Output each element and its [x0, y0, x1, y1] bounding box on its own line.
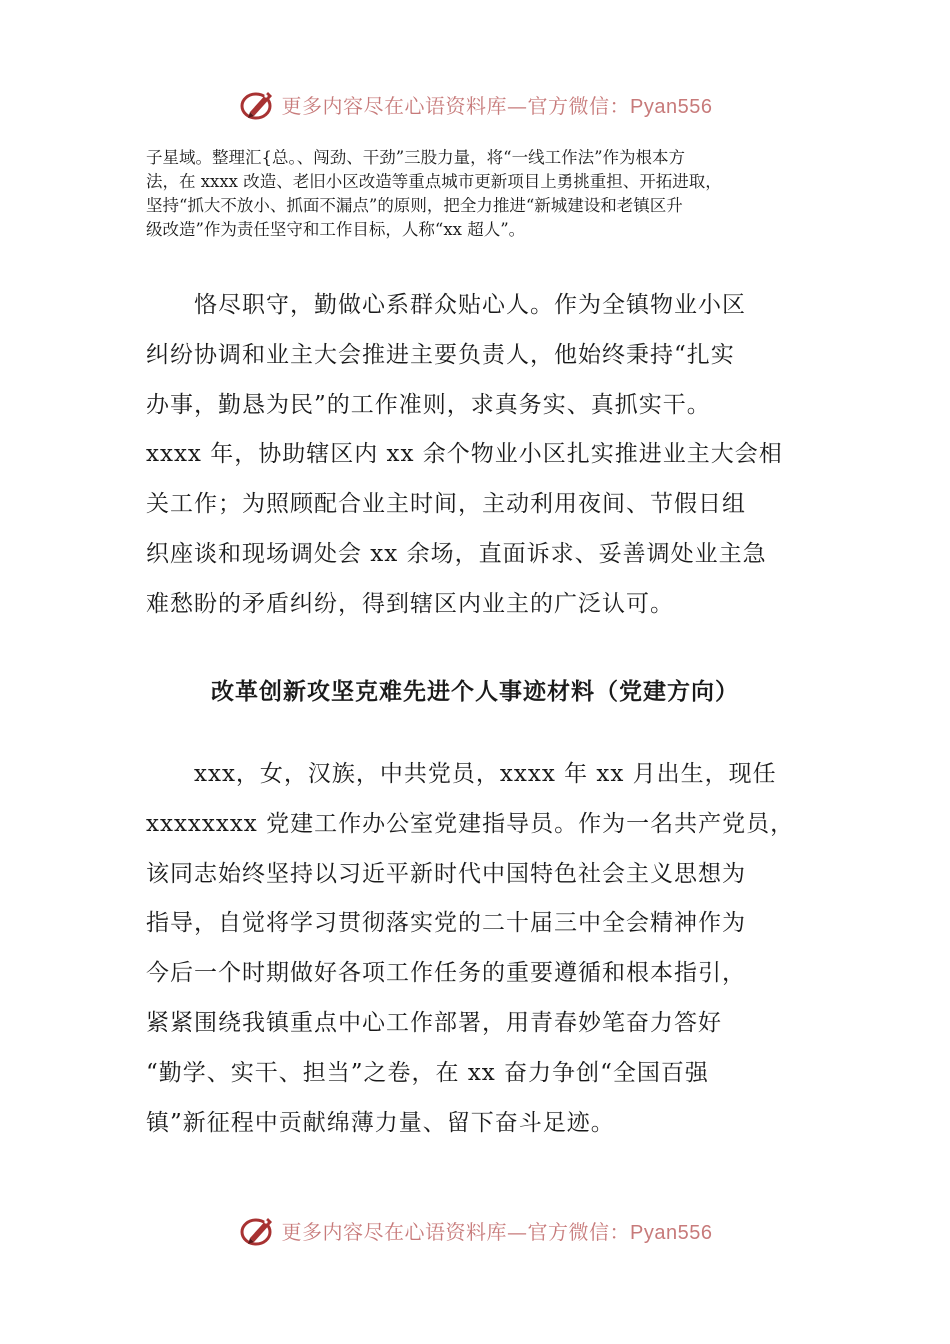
header-watermark-banner — [0, 82, 950, 126]
paragraph-continued: 子星域。整理汇{总。、闯劲、干劲”三股力量，将“一线工作法”作为根本方 法，在 xxxx 改造、老旧小区改造等重点城市更新项目上勇挑重担、开拓进取， 坚持“抓大不放小、抓面不漏点”的原则，把全力推进“新城建设和老镇区升 级改造”作为责任坚守和工作目标，人称“xx 超人”。 — [146, 148, 722, 239]
footer-watermark-banner — [0, 1208, 950, 1252]
paragraph-duty: 恪尽职守，勤做心系群众贴心人。作为全镇物业小区 纠纷协调和业主大会推进主要负责人，他始终秉持“扎实 办事，勤恳为民”的工作准则，求真务实、真抓实干。 xxxx 年，协助辖区内 xx 余个物业小区扎实推进业主大会相 关工作；为照顾配合业主时间，主动利用夜间、节假日组 织座谈和现场调处会 xx 余场，直面诉求、妥善调处业主急 难愁盼的矛盾纠纷，得到辖区内业主的广泛认可。 — [146, 292, 783, 617]
banner-wechat-id: Pyan556 — [630, 1221, 713, 1244]
pen-nib-logo-icon — [238, 1210, 278, 1250]
banner-text — [282, 1216, 713, 1245]
banner-text — [282, 90, 713, 119]
pen-nib-logo-icon — [238, 84, 278, 124]
banner-slogan: 更多内容尽在心语资料库—官方微信： — [281, 1219, 631, 1244]
section-heading: 改革创新攻坚克难先进个人事迹材料（党建方向） — [211, 678, 739, 705]
paragraph-profile: xxx，女，汉族，中共党员，xxxx 年 xx 月出生，现任 xxxxxxxx 党建工作办公室党建指导员。作为一名共产党员， 该同志始终坚持以习近平新时代中国特色社会主义思想为 指导，自觉将学习贯彻落实党的二十届三中全会精神作为 今后一个时期做好各项工作任务的重要遵循和根本指引， 紧紧围绕我镇重点中心工作部署，用青春妙笔奋力答好 “勤学、实干、担当”之卷，在 xx 奋力争创“全国百强 镇”新征程中贡献绵薄力量、留下奋斗足迹。 — [146, 761, 795, 1136]
banner-slogan: 更多内容尽在心语资料库—官方微信： — [281, 93, 631, 118]
banner-wechat-id: Pyan556 — [630, 95, 713, 118]
